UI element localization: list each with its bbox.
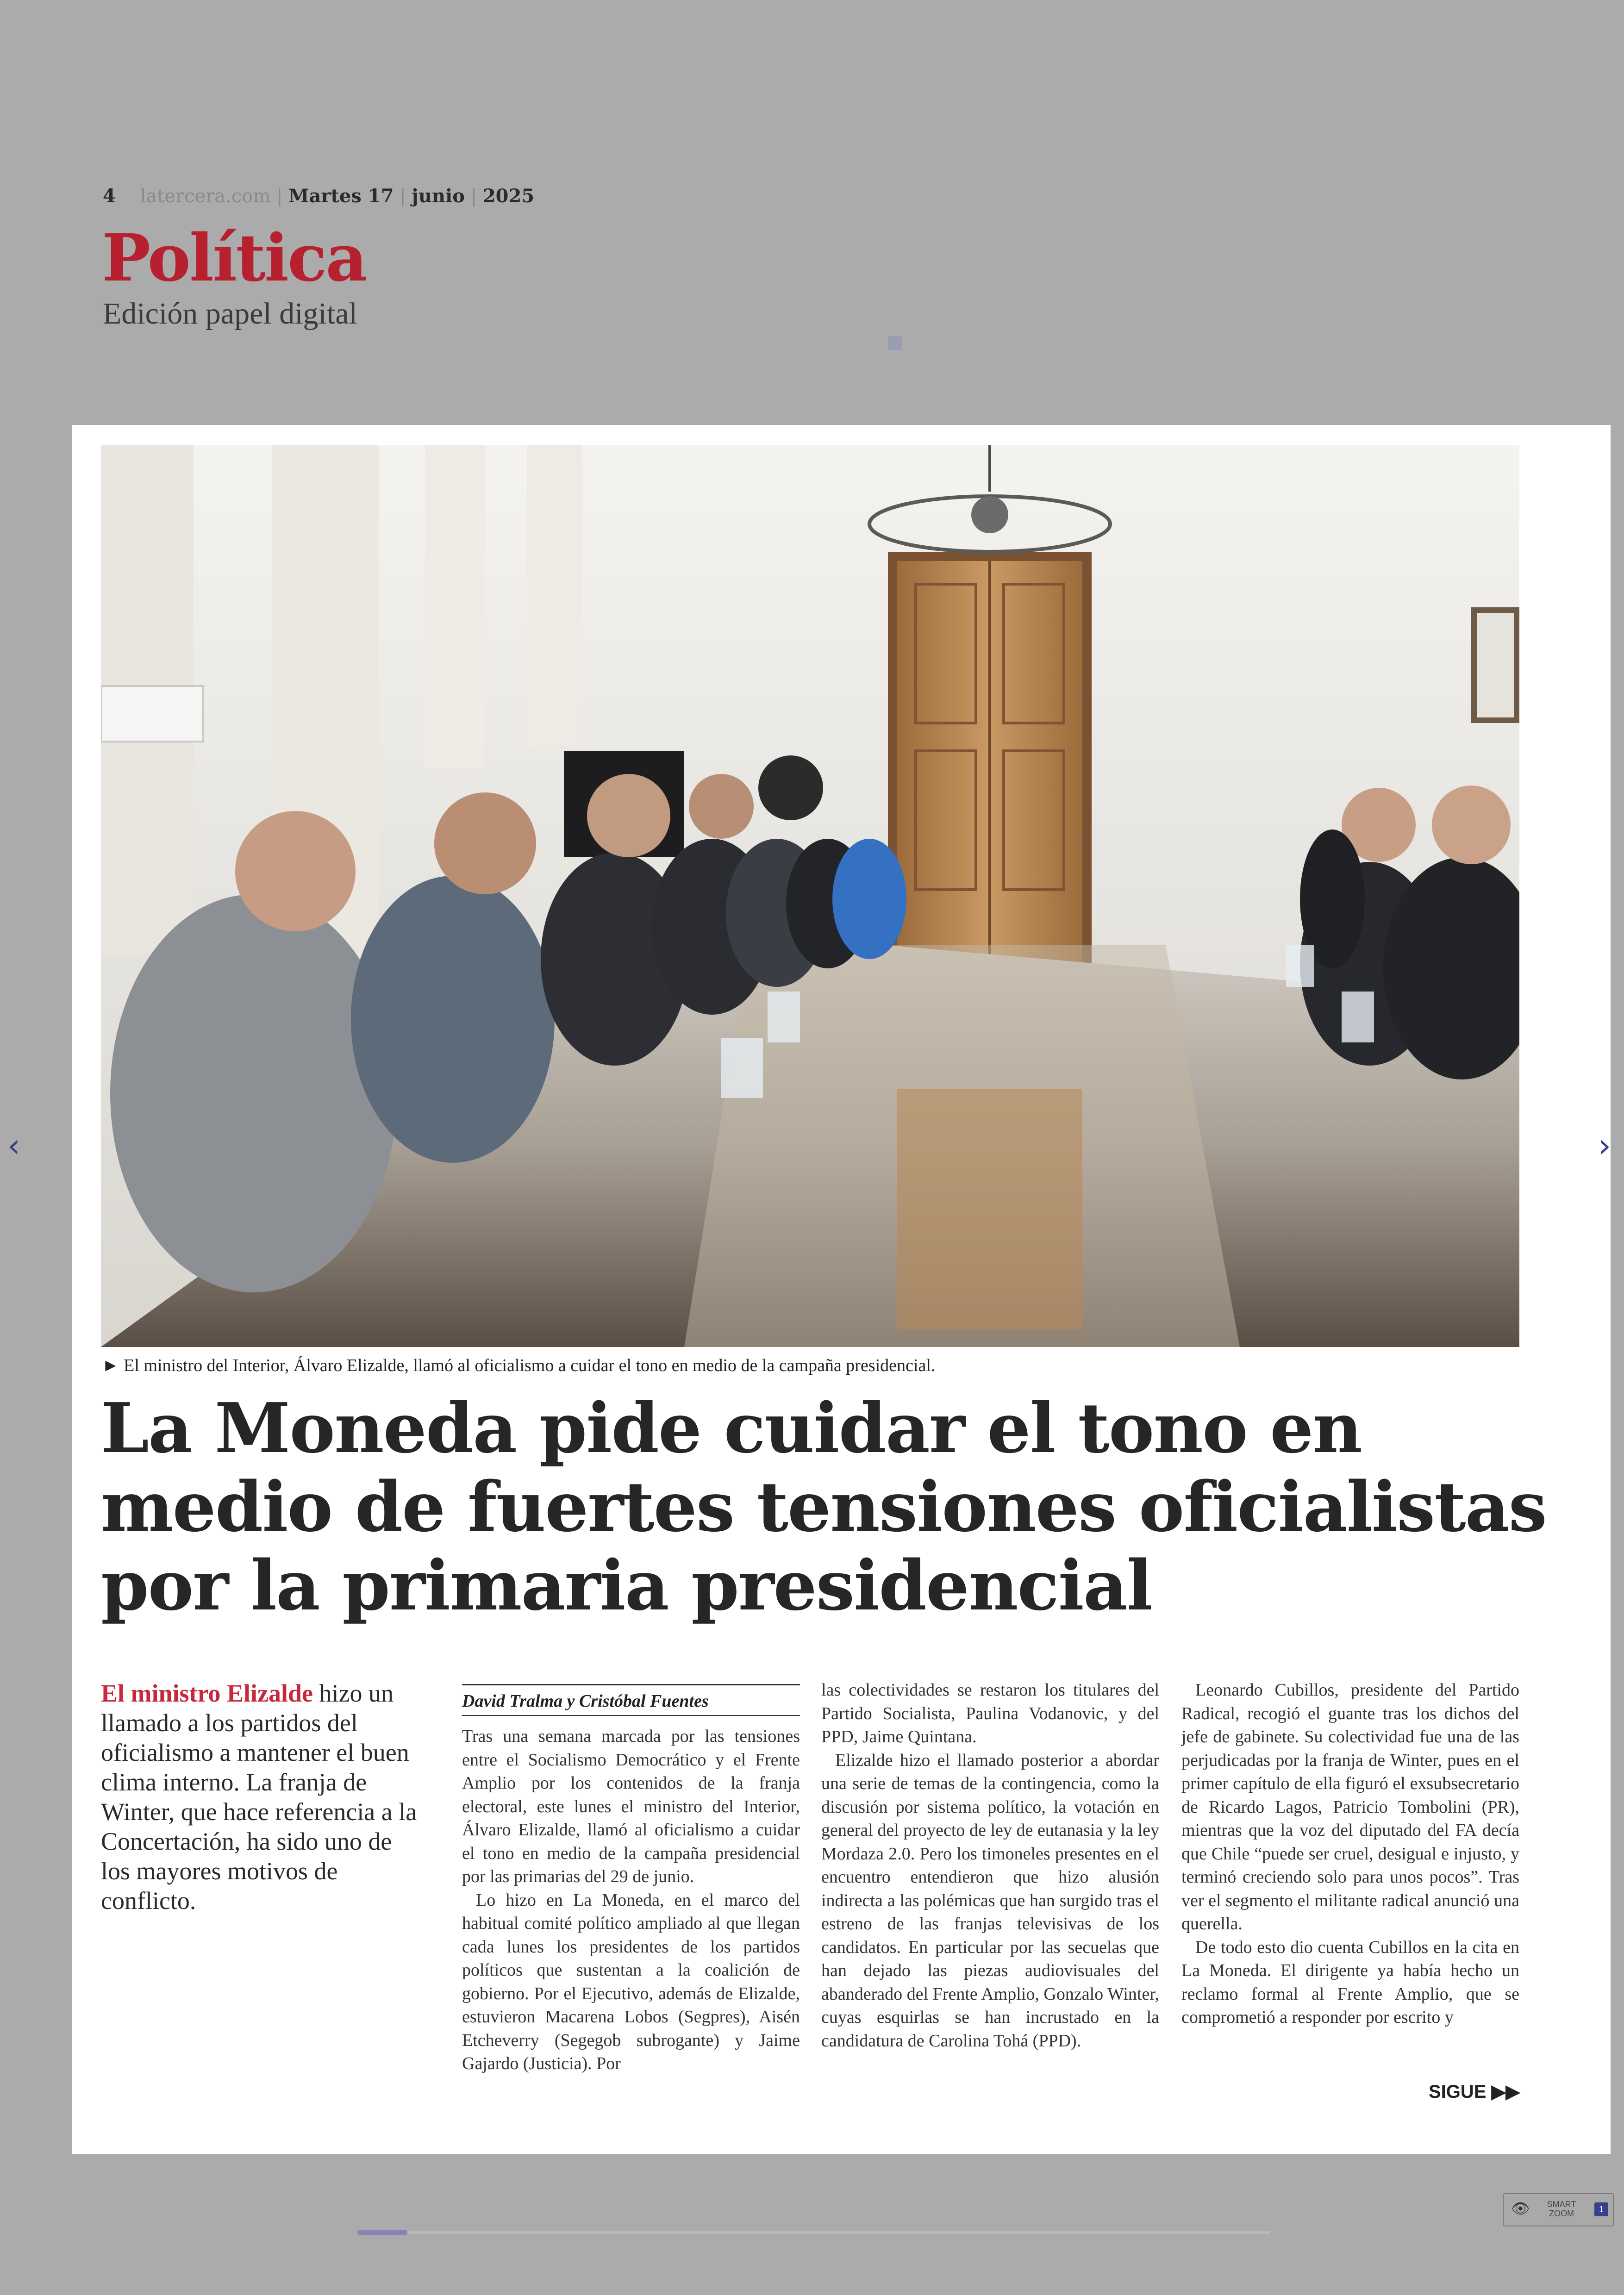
lead-highlight: El ministro Elizalde — [101, 1679, 313, 1707]
paragraph: De todo esto dio cuenta Cubillos en la cita en La Moneda. El dirigente ya había hecho un reclamo formal al Frente Amplio, que se comprometió a responder por escrito y — [1181, 1937, 1519, 2027]
smart-zoom-button[interactable] — [1503, 2193, 1614, 2226]
edition-subtitle: Edición papel digital — [103, 297, 357, 331]
photo-caption — [102, 1355, 1518, 1376]
paragraph: Lo hizo en La Moneda, en el marco del habitual comité político ampliado al que llegan cada lunes los presidentes de los partidos políticos que sustentan a la coalición de gobierno. Por el Ejecutivo, además de Elizalde, estuvieron Macarena Lobos (Segpres), Aisén Etcheverry (Segegob subrogante) y Jaime Gajardo (Justicia). Por — [462, 1890, 800, 2073]
paragraph: Leonardo Cubillos, presidente del Partido Radical, recogió el guante tras los dichos del jefe de gabinete. Su colectividad fue una de las perjudicadas por la franja de Winter, pues en el primer capítulo de ella figuró el exsubsecretario de Ricardo Lagos, Patricio Tombolini (PR), mientras que la voz del diputado del FA decía que Chile “puede ser cruel, desigual e injusto, y terminó creciendo solo para unos pocos”. Tras ver el segmento el militante radical anunció una querella. — [1181, 1680, 1519, 1933]
section-title: Política — [102, 220, 367, 296]
article-photo — [101, 445, 1519, 1347]
caption-marker-icon: ► — [102, 1356, 119, 1375]
caption-text: El ministro del Interior, Álvaro Elizalde, llamó al oficialismo a cuidar el tono en medio de la campaña presidencial. — [124, 1356, 936, 1375]
eye-icon: 👁 — [1511, 2200, 1530, 2217]
separator: | — [400, 186, 406, 207]
progress-fill[interactable] — [357, 2230, 407, 2235]
previous-page-icon[interactable]: ‹ — [7, 1127, 20, 1165]
separator: | — [276, 186, 283, 207]
article-column-2 — [821, 1678, 1159, 2052]
next-page-icon[interactable]: › — [1598, 1127, 1611, 1165]
meeting-room-illustration — [101, 445, 1519, 1347]
paragraph: Tras una semana marcada por las tensiones entre el Socialismo Democrático y el Frente Amplio por los contenidos de la franja electoral, este lunes el ministro del Interior, Álvaro Elizalde, llamó al oficialismo a cuidar el tono en medio de la campaña presidencial por las primarias del 29 de junio. — [462, 1727, 800, 1886]
article-headline — [101, 1388, 1546, 1626]
article-lead — [101, 1678, 425, 1915]
page-marker-icon[interactable] — [888, 336, 902, 350]
newspaper-page — [72, 425, 1611, 2154]
lead-text: hizo un llamado a los partidos del oficialismo a mantener el buen clima interno. La franja de Winter, que hace referencia a la Concertación, ha sido uno de los mayores motivos de conflicto. — [101, 1679, 417, 1915]
headline-line: La Moneda pide cuidar el tono en — [101, 1388, 1362, 1468]
date-year: 2025 — [482, 185, 535, 207]
article-column-3 — [1181, 1678, 1519, 2029]
paragraph: Elizalde hizo el llamado posterior a abordar una serie de temas de la contingencia, como la discusión por sistema político, la votación en general del proyecto de ley de eutanasia y la ley Mordaza 2.0. Pero los timoneles presentes en el encuentro entendieron que hizo alusión indirecta a las polémicas que han surgido tras el estreno de las franjas televisivas de los candidatos. En particular por las secuelas que han dejado las piezas audiovisuales del abanderado del Frente Amplio, Gonzalo Winter, cuyas esquirlas se han incrustado en la candidatura de Carolina Tohá (PPD). — [821, 1750, 1159, 2051]
article-column-1 — [462, 1725, 800, 2076]
smart-zoom-label: SMART ZOOM — [1547, 2200, 1576, 2218]
headline-line: medio de fuertes tensiones oficialistas — [101, 1466, 1546, 1547]
headline-line: por la primaria presidencial — [101, 1545, 1152, 1626]
separator: | — [470, 186, 477, 207]
site-name: latercera.com — [140, 186, 271, 207]
date-month: junio — [412, 185, 465, 207]
edition-header — [103, 185, 534, 207]
page-progress-bar[interactable] — [357, 2231, 1270, 2234]
article-byline: David Tralma y Cristóbal Fuentes — [462, 1684, 800, 1716]
page-indicator: 1 — [1594, 2202, 1608, 2216]
date-day: Martes 17 — [288, 185, 394, 207]
page-number: 4 — [103, 185, 116, 207]
continue-label: SIGUE ▶▶ — [1429, 2082, 1520, 2102]
paragraph: las colectividades se restaron los titulares del Partido Socialista, Paulina Vodanovic, y del PPD, Jaime Quintana. — [821, 1680, 1159, 1746]
